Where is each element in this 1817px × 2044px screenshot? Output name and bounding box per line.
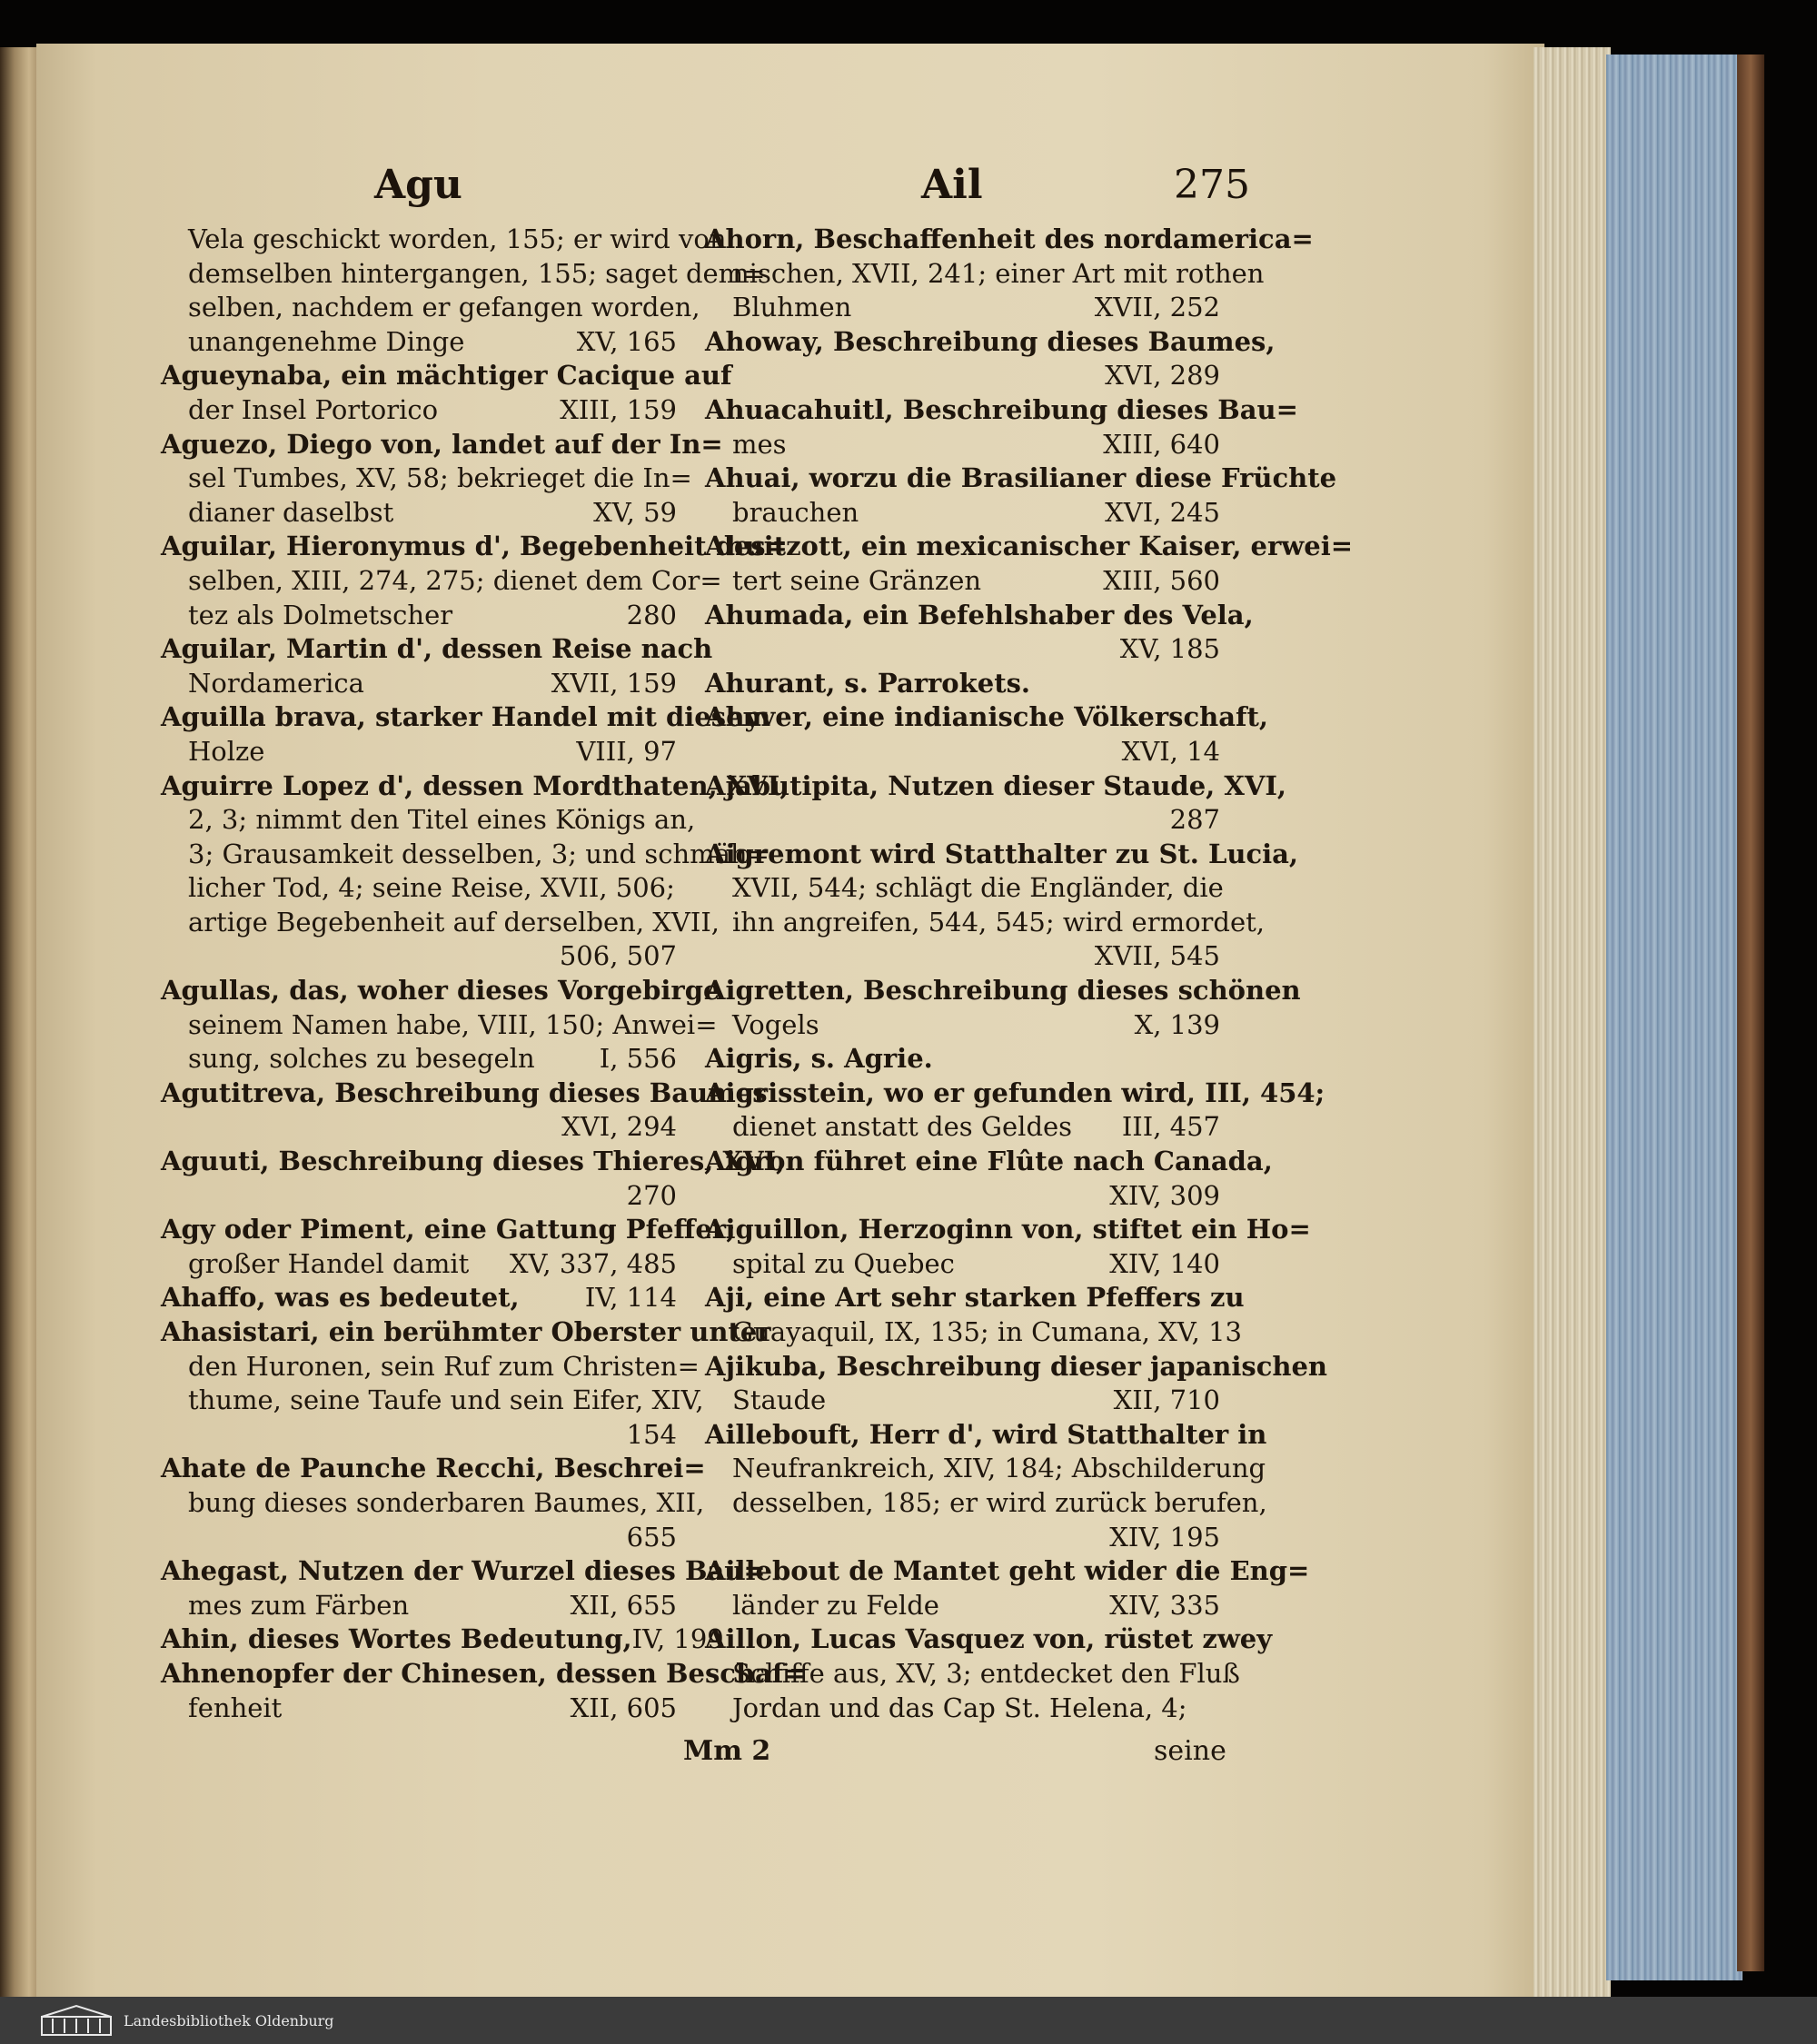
index-line-text <box>732 803 1170 838</box>
index-line-text: der Insel Portorico <box>188 393 439 425</box>
index-line <box>705 1350 1327 1384</box>
index-line-text: 3; Grausamkeit desselben, 3; und schmäh= <box>188 838 769 869</box>
index-line-reference: 154 <box>626 1418 677 1450</box>
index-line-text <box>732 1521 1109 1555</box>
index-line <box>161 700 771 735</box>
index-line <box>705 1042 1220 1077</box>
index-line <box>705 1692 1220 1726</box>
index-line-text: Ahaffo, was es bedeutet, <box>161 1282 520 1314</box>
index-line-text: tez als Dolmetscher <box>188 599 453 630</box>
index-line <box>161 632 713 667</box>
page-number: 275 <box>1174 162 1250 208</box>
index-line-text: mes <box>732 428 787 460</box>
previous-page-edge <box>0 47 36 1997</box>
index-line-text <box>732 632 1120 667</box>
index-line <box>705 1418 1267 1453</box>
index-line-text: Aigron führet eine Flûte nach Canada, <box>705 1146 1273 1177</box>
index-line-text: Ahumada, ein Befehlshaber des Vela, <box>705 599 1254 630</box>
index-line-reference: 270 <box>626 1179 677 1211</box>
index-line-text: Ahuitzott, ein mexicanischer Kaiser, erwei= <box>705 531 1354 562</box>
index-line <box>161 1077 768 1111</box>
index-line-text: Aigrisstein, wo er gefunden wird, III, 454; <box>705 1077 1326 1108</box>
index-line-text: Vogels <box>732 1008 819 1040</box>
index-line-text: Agy oder Piment, eine Gattung Pfeffer; <box>161 1214 736 1245</box>
index-line-reference: XIV, 335 <box>1109 1589 1220 1621</box>
index-line <box>161 1384 704 1418</box>
index-line <box>705 564 1220 599</box>
index-line-text: Agueynaba, ein mächtiger Cacique auf <box>161 360 732 392</box>
index-line <box>161 530 788 564</box>
index-line-text: Aigretten, Beschreibung dieses schönen <box>705 975 1301 1007</box>
index-line-text <box>732 1179 1109 1214</box>
index-line <box>705 769 1287 804</box>
index-line-text: tert seine Gränzen <box>732 564 982 596</box>
index-line <box>705 223 1314 257</box>
index-line-reference: VIII, 97 <box>576 735 677 767</box>
index-line <box>161 291 700 325</box>
index-line <box>161 667 677 701</box>
index-line-reference: XVII, 545 <box>1094 940 1220 972</box>
index-line <box>161 1145 786 1179</box>
index-line <box>705 1657 1240 1692</box>
index-line <box>161 428 723 462</box>
index-line <box>161 1418 677 1453</box>
index-line-reference: XIV, 140 <box>1109 1247 1220 1279</box>
index-line <box>161 599 677 633</box>
index-line <box>161 325 677 360</box>
index-line <box>705 325 1276 360</box>
index-line-text: unangenehme Dinge <box>188 325 465 357</box>
index-line-reference: XIII, 640 <box>1103 428 1220 460</box>
index-line-reference: XVI, 294 <box>561 1111 677 1143</box>
index-line-reference: XIV, 195 <box>1109 1521 1220 1553</box>
index-line <box>705 939 1220 974</box>
index-line-text: Aigremont wird Statthalter zu St. Lucia, <box>705 838 1299 869</box>
index-line-text: thume, seine Taufe und sein Eifer, XIV, <box>188 1384 704 1416</box>
index-line <box>705 1589 1220 1623</box>
index-line-text: Neufrankreich, XIV, 184; Abschilderung <box>732 1453 1266 1484</box>
index-line <box>161 1281 677 1315</box>
index-line-text: Ahoway, Beschreibung dieses Baumes, <box>705 325 1276 357</box>
index-line <box>705 1281 1245 1315</box>
index-line-text <box>732 939 1095 974</box>
index-line-reference: XV, 165 <box>576 325 677 357</box>
footer-bar <box>0 1997 1817 2044</box>
index-line-text: Ahorn, Beschaffenheit des nordamerica= <box>705 223 1314 254</box>
index-line <box>161 1213 736 1247</box>
index-line-text: Ahasistari, ein berühmter Oberster unter <box>161 1316 771 1347</box>
index-line-text: Ahin, dieses Wortes Bedeutung, <box>161 1623 632 1655</box>
index-line-reference: 280 <box>626 599 677 630</box>
index-line-text: Agutitreva, Beschreibung dieses Baumes <box>161 1077 768 1108</box>
index-line-text <box>188 1110 561 1145</box>
index-line-text: artige Begebenheit auf derselben, XVII, <box>188 906 720 938</box>
page-stack-edge <box>1534 47 1611 1997</box>
index-line-text: XVII, 544; schlägt die Engländer, die <box>732 872 1224 904</box>
index-line <box>705 359 1220 393</box>
index-line <box>161 939 677 974</box>
index-line-text: Schiffe aus, XV, 3; entdecket den Fluß <box>732 1657 1240 1689</box>
index-line-reference: XVI, 245 <box>1105 496 1220 528</box>
index-line <box>161 838 769 872</box>
index-line-text: Aillebouft, Herr d', wird Statthalter in <box>705 1418 1267 1450</box>
index-line-text: desselben, 185; er wird zurück berufen, <box>732 1486 1267 1518</box>
index-line-text: Aillebout de Mantet geht wider die Eng= <box>705 1555 1310 1587</box>
index-line <box>161 1042 677 1077</box>
index-line-text: sung, solches zu besegeln <box>188 1043 535 1075</box>
index-line-text: Ajabutipita, Nutzen dieser Staude, XVI, <box>705 769 1287 801</box>
index-line-reference: XV, 59 <box>593 496 677 528</box>
index-line-text <box>188 1179 627 1214</box>
index-line-text: Holze <box>188 735 265 767</box>
index-line-text: Aguilla brava, starker Handel mit diesem <box>161 701 771 733</box>
index-line <box>161 1315 771 1350</box>
index-line <box>705 1145 1273 1179</box>
index-line-text: großer Handel damit <box>188 1247 470 1279</box>
index-line-reference: 506, 507 <box>559 940 677 972</box>
index-line-reference: XIV, 309 <box>1109 1179 1220 1211</box>
index-line-text: Bluhmen <box>732 292 852 323</box>
index-line-text: Aguilar, Hieronymus d', Begebenheit des= <box>161 531 788 562</box>
index-line-text: ihn angreifen, 544, 545; wird ermordet, <box>732 906 1266 938</box>
index-line-text: nischen, XVII, 241; einer Art mit rothen <box>732 257 1265 289</box>
index-line <box>161 1008 718 1043</box>
index-line <box>705 496 1220 531</box>
index-line-text: länder zu Felde <box>732 1589 939 1621</box>
index-line-reference: IV, 114 <box>584 1282 677 1314</box>
index-line-text: Jordan und das Cap St. Helena, 4; <box>732 1692 1187 1723</box>
index-line <box>705 291 1220 325</box>
index-line <box>705 838 1299 872</box>
index-line-text: Aiguillon, Herzoginn von, stiftet ein Ho= <box>705 1214 1311 1245</box>
index-line-text: Ahnenopfer der Chinesen, dessen Beschaf= <box>161 1657 806 1689</box>
index-line <box>705 1554 1310 1589</box>
index-line-text: Aguirre Lopez d', dessen Mordthaten, XVI, <box>161 769 789 801</box>
index-line <box>161 769 789 804</box>
index-line-text: Aguilar, Martin d', dessen Reise nach <box>161 633 713 665</box>
index-line-text <box>732 735 1122 769</box>
index-line-text: Ahegast, Nutzen der Wurzel dieses Bau= <box>161 1555 766 1587</box>
index-line <box>161 257 766 292</box>
index-line-text: Staude <box>732 1384 827 1416</box>
index-line-text: selben, XIII, 274, 275; dienet dem Cor= <box>188 564 722 596</box>
index-line-reference: XVII, 159 <box>551 667 677 699</box>
index-line-text: demselben hintergangen, 155; saget dem= <box>188 257 766 289</box>
index-line-text: spital zu Quebec <box>732 1247 955 1279</box>
page-fore-edge <box>1606 55 1743 1980</box>
index-line-text: Aigris, s. Agrie. <box>705 1043 933 1075</box>
index-line <box>705 530 1354 564</box>
index-line-reference: XIII, 560 <box>1103 564 1220 596</box>
index-line-text: Aji, eine Art sehr starken Pfeffers zu <box>705 1282 1245 1314</box>
index-line-reference: XVI, 289 <box>1105 360 1220 392</box>
index-line-text: Nordamerica <box>188 667 364 699</box>
index-line-reference: XII, 655 <box>570 1589 677 1621</box>
index-line <box>161 871 677 906</box>
index-line <box>705 428 1220 462</box>
index-line-reference: 655 <box>626 1521 677 1553</box>
index-line <box>161 1521 677 1555</box>
index-line <box>705 1486 1267 1521</box>
running-head-center: Ail <box>921 162 983 208</box>
index-line <box>705 1008 1220 1043</box>
index-line <box>161 803 696 838</box>
index-line <box>705 461 1337 496</box>
index-line <box>705 1521 1220 1555</box>
index-line-text: mes zum Färben <box>188 1589 410 1621</box>
index-line <box>705 1213 1311 1247</box>
index-line <box>161 1657 806 1692</box>
index-line <box>161 461 692 496</box>
index-line <box>705 393 1298 428</box>
index-line <box>161 735 677 769</box>
index-line <box>705 1077 1326 1111</box>
index-line-reference: III, 457 <box>1121 1111 1220 1143</box>
index-line <box>161 974 720 1008</box>
index-line <box>705 1179 1220 1214</box>
index-line-text: selben, nachdem er gefangen worden, <box>188 292 700 323</box>
index-line <box>161 1622 724 1657</box>
index-line <box>161 1554 766 1589</box>
book-cover <box>1737 55 1764 1971</box>
index-line-reference: XIII, 159 <box>560 393 677 425</box>
index-line <box>705 735 1220 769</box>
index-line-text: Ahate de Paunche Recchi, Beschrei= <box>161 1453 706 1484</box>
index-line-text: bung dieses sonderbaren Baumes, XII, <box>188 1486 705 1518</box>
index-line <box>161 393 677 428</box>
index-line-text: 2, 3; nimmt den Titel eines Königs an, <box>188 804 696 836</box>
index-line <box>161 1110 677 1145</box>
signature-mark: Mm 2 <box>683 1735 771 1767</box>
index-line-reference: XVI, 14 <box>1121 735 1220 767</box>
library-building-icon <box>40 2004 113 2037</box>
index-line <box>705 1384 1220 1418</box>
index-line-text: licher Tod, 4; seine Reise, XVII, 506; <box>188 872 675 904</box>
index-line <box>705 1622 1273 1657</box>
index-line <box>161 496 677 531</box>
index-line-reference: XII, 710 <box>1113 1384 1220 1416</box>
index-line <box>161 906 720 940</box>
index-line-text: Vela geschickt worden, 155; er wird von <box>188 223 727 254</box>
index-line-text: Ahyver, eine indianische Völkerschaft, <box>705 701 1268 733</box>
index-line-text <box>188 939 560 974</box>
index-line-reference: XII, 605 <box>570 1692 677 1723</box>
index-line <box>705 1315 1242 1350</box>
catchword: seine <box>1154 1735 1226 1767</box>
index-line-reference: I, 556 <box>599 1043 677 1075</box>
index-line <box>161 564 722 599</box>
index-line <box>705 803 1220 838</box>
index-line-text: brauchen <box>732 496 859 528</box>
index-line <box>705 871 1224 906</box>
index-line-reference: XV, 337, 485 <box>509 1247 677 1279</box>
index-line-text: dianer daselbst <box>188 496 394 528</box>
index-line-reference: XVII, 252 <box>1094 292 1220 323</box>
index-line-text: Aguezo, Diego von, landet auf der In= <box>161 428 723 460</box>
index-line <box>705 667 1220 701</box>
index-line <box>705 1247 1220 1282</box>
index-line <box>161 1179 677 1214</box>
index-line <box>705 1110 1220 1145</box>
library-name: Landesbibliothek Oldenburg <box>124 2011 334 2029</box>
index-line-text: Ajikuba, Beschreibung dieser japanischen <box>705 1350 1327 1382</box>
index-line <box>161 1692 677 1726</box>
index-line-text: Ahuai, worzu die Brasilianer diese Früchte <box>705 462 1337 494</box>
right-column <box>705 223 1354 1725</box>
index-line-text: Aillon, Lucas Vasquez von, rüstet zwey <box>705 1623 1273 1655</box>
index-line-text: dienet anstatt des Geldes <box>732 1111 1073 1143</box>
index-line <box>161 1589 677 1623</box>
index-line <box>161 1350 700 1384</box>
index-line-text: Agullas, das, woher dieses Vorgebirge <box>161 975 720 1007</box>
index-line <box>705 906 1266 940</box>
index-line-reference: 287 <box>1169 804 1220 836</box>
index-line-reference: XV, 185 <box>1119 633 1220 665</box>
index-line-text <box>188 1418 627 1453</box>
index-line <box>705 599 1254 633</box>
index-line <box>705 974 1301 1008</box>
index-line-text: Ahurant, s. Parrokets. <box>705 667 1031 699</box>
index-line <box>161 1247 677 1282</box>
index-line-text: fenheit <box>188 1692 283 1723</box>
index-line-text <box>188 1521 627 1555</box>
running-head-left: Agu <box>374 162 462 208</box>
index-line <box>705 257 1265 292</box>
index-line-reference: IV, 199 <box>631 1623 724 1655</box>
index-line-reference: X, 139 <box>1134 1008 1220 1040</box>
index-line-text: den Huronen, sein Ruf zum Christen= <box>188 1350 700 1382</box>
index-line <box>705 1452 1266 1486</box>
index-line-text: sel Tumbes, XV, 58; bekrieget die In= <box>188 462 692 494</box>
index-line <box>705 700 1268 735</box>
index-line <box>161 1452 706 1486</box>
index-line <box>161 223 727 257</box>
index-line-text: Guayaquil, IX, 135; in Cumana, XV, 13 <box>732 1316 1242 1347</box>
index-line-text: Ahuacahuitl, Beschreibung dieses Bau= <box>705 393 1298 425</box>
index-line <box>161 1486 705 1521</box>
index-line-text: seinem Namen habe, VIII, 150; Anwei= <box>188 1008 718 1040</box>
index-line-text <box>732 359 1105 393</box>
index-line-text: Aguuti, Beschreibung dieses Thieres, XVI, <box>161 1146 786 1177</box>
index-line <box>705 632 1220 667</box>
index-line <box>161 359 732 393</box>
